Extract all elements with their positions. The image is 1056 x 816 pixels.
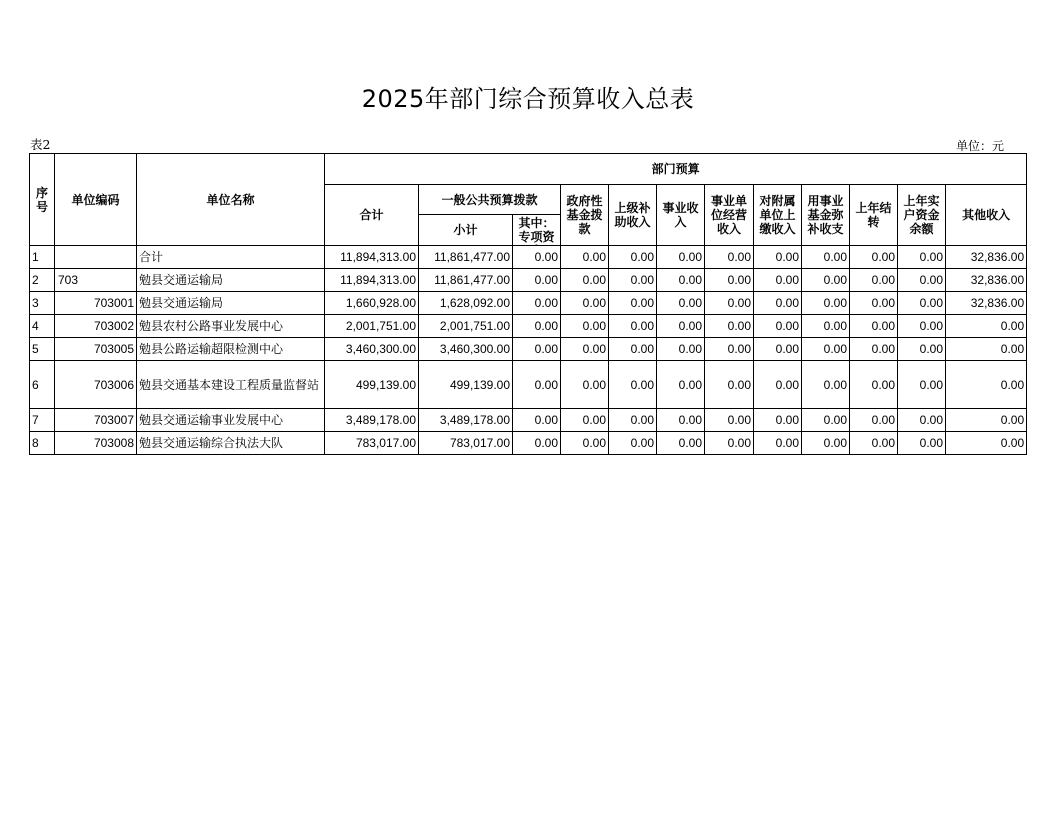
- cell-name: 勉县农村公路事业发展中心: [137, 315, 325, 338]
- cell-code: 703: [55, 269, 137, 292]
- cell-name: 勉县交通运输综合执法大队: [137, 432, 325, 455]
- table-row: [30, 246, 1027, 269]
- cell-last-year-balance: 0.00: [898, 292, 946, 315]
- cell-seq: 1: [30, 246, 55, 269]
- cell-subtotal: 1,628,092.00: [419, 292, 513, 315]
- header-fund-supplement: [802, 185, 850, 246]
- table-row: [30, 432, 1027, 455]
- cell-last-year-carry: 0.00: [850, 338, 898, 361]
- cell-last-year-carry: 0.00: [850, 246, 898, 269]
- cell-operating-income: 0.00: [705, 246, 754, 269]
- cell-code: 703005: [55, 338, 137, 361]
- cell-superior-subsidy: 0.00: [609, 292, 657, 315]
- cell-fund-supplement: 0.00: [802, 338, 850, 361]
- cell-fund-supplement: 0.00: [802, 409, 850, 432]
- cell-operating-income: 0.00: [705, 361, 754, 409]
- header-name: 单位名称: [137, 154, 325, 246]
- cell-fund-supplement: 0.00: [802, 361, 850, 409]
- cell-subtotal: 2,001,751.00: [419, 315, 513, 338]
- page-title: 2025年部门综合预算收入总表: [361, 85, 695, 113]
- cell-undertaking-income: 0.00: [657, 409, 705, 432]
- cell-other-income: 0.00: [946, 315, 1027, 338]
- cell-subordinate-income: 0.00: [754, 409, 802, 432]
- cell-code: 703002: [55, 315, 137, 338]
- header-last-year-carry: 上年结转: [850, 185, 898, 246]
- cell-last-year-carry: 0.00: [850, 409, 898, 432]
- cell-total: 3,489,178.00: [325, 409, 419, 432]
- cell-gov-fund: 0.00: [561, 246, 609, 269]
- cell-superior-subsidy: 0.00: [609, 432, 657, 455]
- cell-last-year-balance: 0.00: [898, 315, 946, 338]
- cell-fund-supplement: 0.00: [802, 246, 850, 269]
- cell-special-funds: 0.00: [513, 315, 561, 338]
- cell-code: 703008: [55, 432, 137, 455]
- cell-last-year-carry: 0.00: [850, 269, 898, 292]
- cell-subordinate-income: 0.00: [754, 269, 802, 292]
- cell-special-funds: 0.00: [513, 338, 561, 361]
- cell-undertaking-income: 0.00: [657, 269, 705, 292]
- cell-fund-supplement: 0.00: [802, 432, 850, 455]
- cell-subtotal: 3,460,300.00: [419, 338, 513, 361]
- cell-subordinate-income: 0.00: [754, 246, 802, 269]
- cell-operating-income: 0.00: [705, 315, 754, 338]
- cell-gov-fund: 0.00: [561, 315, 609, 338]
- cell-special-funds: 0.00: [513, 269, 561, 292]
- cell-last-year-balance: 0.00: [898, 409, 946, 432]
- cell-operating-income: 0.00: [705, 432, 754, 455]
- header-seq: 序号: [30, 154, 55, 246]
- cell-special-funds: 0.00: [513, 432, 561, 455]
- cell-superior-subsidy: 0.00: [609, 361, 657, 409]
- cell-total: 11,894,313.00: [325, 246, 419, 269]
- cell-subtotal: 3,489,178.00: [419, 409, 513, 432]
- table-row: [30, 269, 1027, 292]
- cell-total: 783,017.00: [325, 432, 419, 455]
- cell-last-year-balance: 0.00: [898, 269, 946, 292]
- cell-subtotal: 783,017.00: [419, 432, 513, 455]
- cell-special-funds: 0.00: [513, 361, 561, 409]
- cell-superior-subsidy: 0.00: [609, 338, 657, 361]
- header-subordinate-income: 对附属单位上缴收入: [754, 185, 802, 246]
- cell-gov-fund: 0.00: [561, 432, 609, 455]
- cell-superior-subsidy: 0.00: [609, 409, 657, 432]
- table-row: [30, 315, 1027, 338]
- table-row: [30, 361, 1027, 409]
- cell-subordinate-income: 0.00: [754, 432, 802, 455]
- table-number: 表2: [30, 137, 51, 152]
- cell-code: 703006: [55, 361, 137, 409]
- cell-name: 勉县交通基本建设工程质量监督站: [137, 361, 325, 409]
- table-body: [30, 246, 1027, 455]
- cell-superior-subsidy: 0.00: [609, 246, 657, 269]
- cell-other-income: 32,836.00: [946, 246, 1027, 269]
- header-special-funds-label: 其中：专项资: [518, 215, 555, 244]
- header-fund-supplement-label: 用事业基金弥补收支: [807, 194, 844, 236]
- cell-operating-income: 0.00: [705, 409, 754, 432]
- header-last-year-balance: 上年实户资金余额: [898, 185, 946, 246]
- cell-total: 11,894,313.00: [325, 269, 419, 292]
- table-row: [30, 292, 1027, 315]
- cell-subtotal: 11,861,477.00: [419, 246, 513, 269]
- cell-seq: 8: [30, 432, 55, 455]
- cell-last-year-balance: 0.00: [898, 246, 946, 269]
- cell-undertaking-income: 0.00: [657, 246, 705, 269]
- cell-other-income: 0.00: [946, 338, 1027, 361]
- cell-seq: 3: [30, 292, 55, 315]
- cell-seq: 6: [30, 361, 55, 409]
- cell-total: 1,660,928.00: [325, 292, 419, 315]
- header-special-funds: [513, 215, 561, 246]
- table-row: [30, 338, 1027, 361]
- cell-name: 勉县交通运输局: [137, 269, 325, 292]
- cell-gov-fund: 0.00: [561, 338, 609, 361]
- cell-last-year-carry: 0.00: [850, 292, 898, 315]
- budget-income-table: [29, 153, 1027, 455]
- header-total: 合计: [325, 185, 419, 246]
- cell-seq: 5: [30, 338, 55, 361]
- table-row: [30, 409, 1027, 432]
- cell-last-year-balance: 0.00: [898, 361, 946, 409]
- cell-gov-fund: 0.00: [561, 361, 609, 409]
- cell-operating-income: 0.00: [705, 269, 754, 292]
- cell-other-income: 32,836.00: [946, 269, 1027, 292]
- cell-name: 勉县交通运输事业发展中心: [137, 409, 325, 432]
- cell-seq: 2: [30, 269, 55, 292]
- cell-special-funds: 0.00: [513, 409, 561, 432]
- cell-other-income: 0.00: [946, 409, 1027, 432]
- cell-last-year-balance: 0.00: [898, 432, 946, 455]
- cell-gov-fund: 0.00: [561, 292, 609, 315]
- cell-last-year-balance: 0.00: [898, 338, 946, 361]
- cell-gov-fund: 0.00: [561, 269, 609, 292]
- cell-subordinate-income: 0.00: [754, 361, 802, 409]
- cell-last-year-carry: 0.00: [850, 432, 898, 455]
- header-general-public: 一般公共预算拨款: [419, 185, 561, 215]
- cell-name: 合计: [137, 246, 325, 269]
- cell-fund-supplement: 0.00: [802, 269, 850, 292]
- cell-special-funds: 0.00: [513, 292, 561, 315]
- cell-subtotal: 499,139.00: [419, 361, 513, 409]
- cell-total: 3,460,300.00: [325, 338, 419, 361]
- cell-code: 703007: [55, 409, 137, 432]
- cell-code: 703001: [55, 292, 137, 315]
- cell-undertaking-income: 0.00: [657, 338, 705, 361]
- cell-subordinate-income: 0.00: [754, 292, 802, 315]
- cell-last-year-carry: 0.00: [850, 361, 898, 409]
- cell-code: [55, 246, 137, 269]
- cell-special-funds: 0.00: [513, 246, 561, 269]
- cell-subordinate-income: 0.00: [754, 315, 802, 338]
- cell-last-year-carry: 0.00: [850, 315, 898, 338]
- cell-name: 勉县交通运输局: [137, 292, 325, 315]
- cell-other-income: 0.00: [946, 361, 1027, 409]
- cell-seq: 4: [30, 315, 55, 338]
- cell-seq: 7: [30, 409, 55, 432]
- header-superior-subsidy: 上级补助收入: [609, 185, 657, 246]
- cell-fund-supplement: 0.00: [802, 292, 850, 315]
- cell-total: 499,139.00: [325, 361, 419, 409]
- cell-superior-subsidy: 0.00: [609, 269, 657, 292]
- cell-other-income: 32,836.00: [946, 292, 1027, 315]
- cell-gov-fund: 0.00: [561, 409, 609, 432]
- cell-subtotal: 11,861,477.00: [419, 269, 513, 292]
- cell-fund-supplement: 0.00: [802, 315, 850, 338]
- cell-total: 2,001,751.00: [325, 315, 419, 338]
- header-operating-income: 事业单位经营收入: [705, 185, 754, 246]
- unit-label: 单位：元: [955, 139, 1004, 153]
- cell-superior-subsidy: 0.00: [609, 315, 657, 338]
- cell-name: 勉县公路运输超限检测中心: [137, 338, 325, 361]
- header-gov-fund: 政府性基金拨款: [561, 185, 609, 246]
- header-subtotal: 小计: [419, 215, 513, 246]
- cell-undertaking-income: 0.00: [657, 315, 705, 338]
- cell-undertaking-income: 0.00: [657, 361, 705, 409]
- header-code: 单位编码: [55, 154, 137, 246]
- cell-undertaking-income: 0.00: [657, 432, 705, 455]
- header-other-income: 其他收入: [946, 185, 1027, 246]
- cell-other-income: 0.00: [946, 432, 1027, 455]
- cell-subordinate-income: 0.00: [754, 338, 802, 361]
- cell-undertaking-income: 0.00: [657, 292, 705, 315]
- cell-operating-income: 0.00: [705, 292, 754, 315]
- header-dept-budget: 部门预算: [325, 154, 1027, 185]
- cell-operating-income: 0.00: [705, 338, 754, 361]
- header-undertaking-income: 事业收入: [657, 185, 705, 246]
